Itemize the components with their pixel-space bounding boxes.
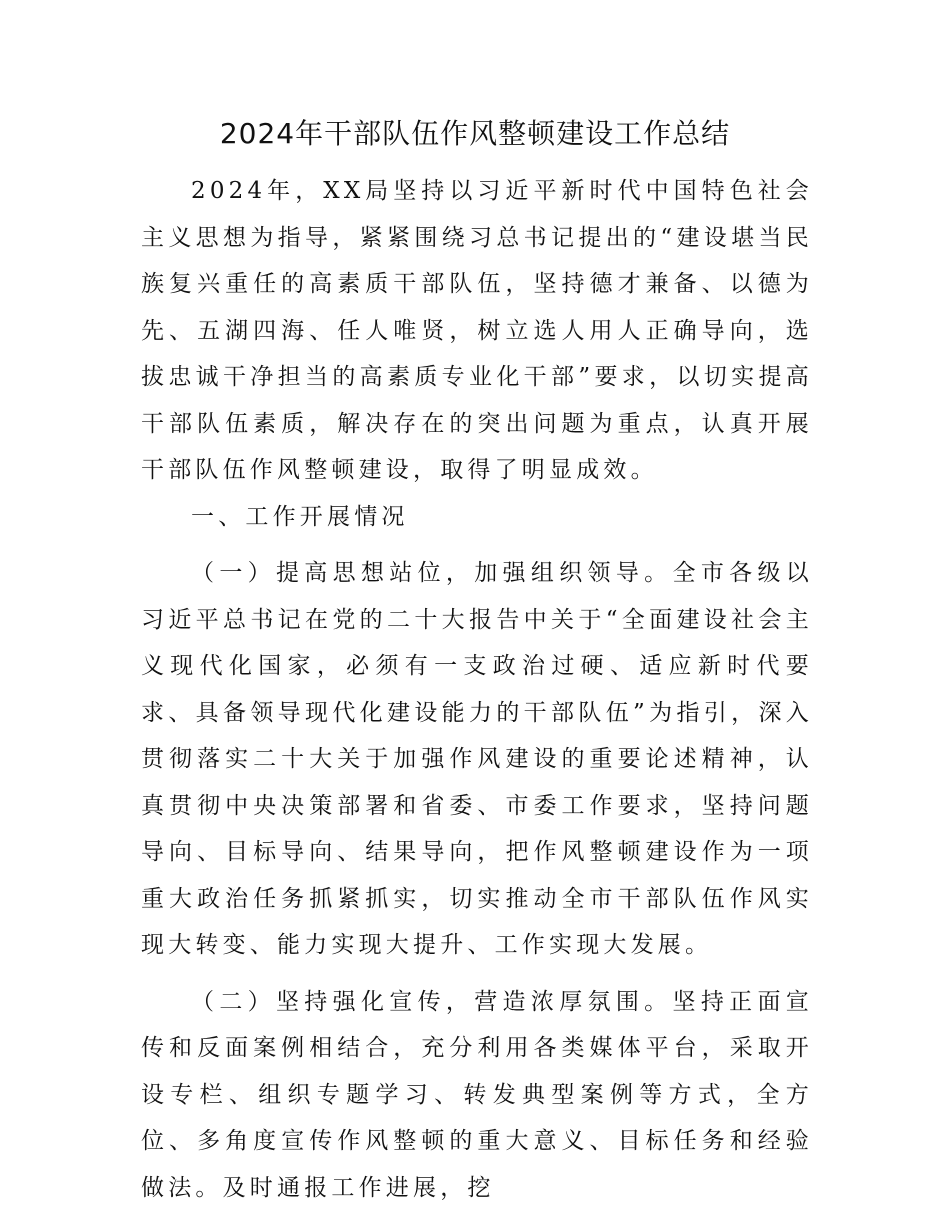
intro-paragraph: 2024年，XX局坚持以习近平新时代中国特色社会主义思想为指导，紧紧围绕习总书记提出的“建设堪当民族复兴重任的高素质干部队伍，坚持德才兼备、以德为先、五湖四海、任人唯贤，树立选人用人正确导向，选拔忠诚干净担当的高素质专业化干部”要求，以切实提高干部队伍素质，解决存在的突出问题为重点，认真开展干部队伍作风整顿建设，取得了明显成效。: [141, 178, 813, 483]
section-paragraph-2: （二）坚持强化宣传，营造浓厚氛围。坚持正面宣传和反面案例相结合，充分利用各类媒体平台，采取开设专栏、组织专题学习、转发典型案例等方式，全方位、多角度宣传作风整顿的重大意义、目标任务和经验做法。及时通报工作进展，挖: [141, 988, 813, 1201]
section-paragraph-1: （一）提高思想站位，加强组织领导。全市各级以习近平总书记在党的二十大报告中关于“全面建设社会主义现代化国家，必须有一支政治过硬、适应新时代要求、具备领导现代化建设能力的干部队伍”为指引，深入贯彻落实二十大关于加强作风建设的重要论述精神，认真贯彻中央决策部署和省委、市委工作要求，坚持问题导向、目标导向、结果导向，把作风整顿建设作为一项重大政治任务抓紧抓实，切实推动全市干部队伍作风实现大转变、能力实现大提升、工作实现大发展。: [141, 560, 813, 958]
document-body: [141, 168, 813, 1211]
document-title: 2024年干部队伍作风整顿建设工作总结: [219, 117, 731, 150]
section-heading: 一、工作开展情况: [191, 503, 409, 530]
